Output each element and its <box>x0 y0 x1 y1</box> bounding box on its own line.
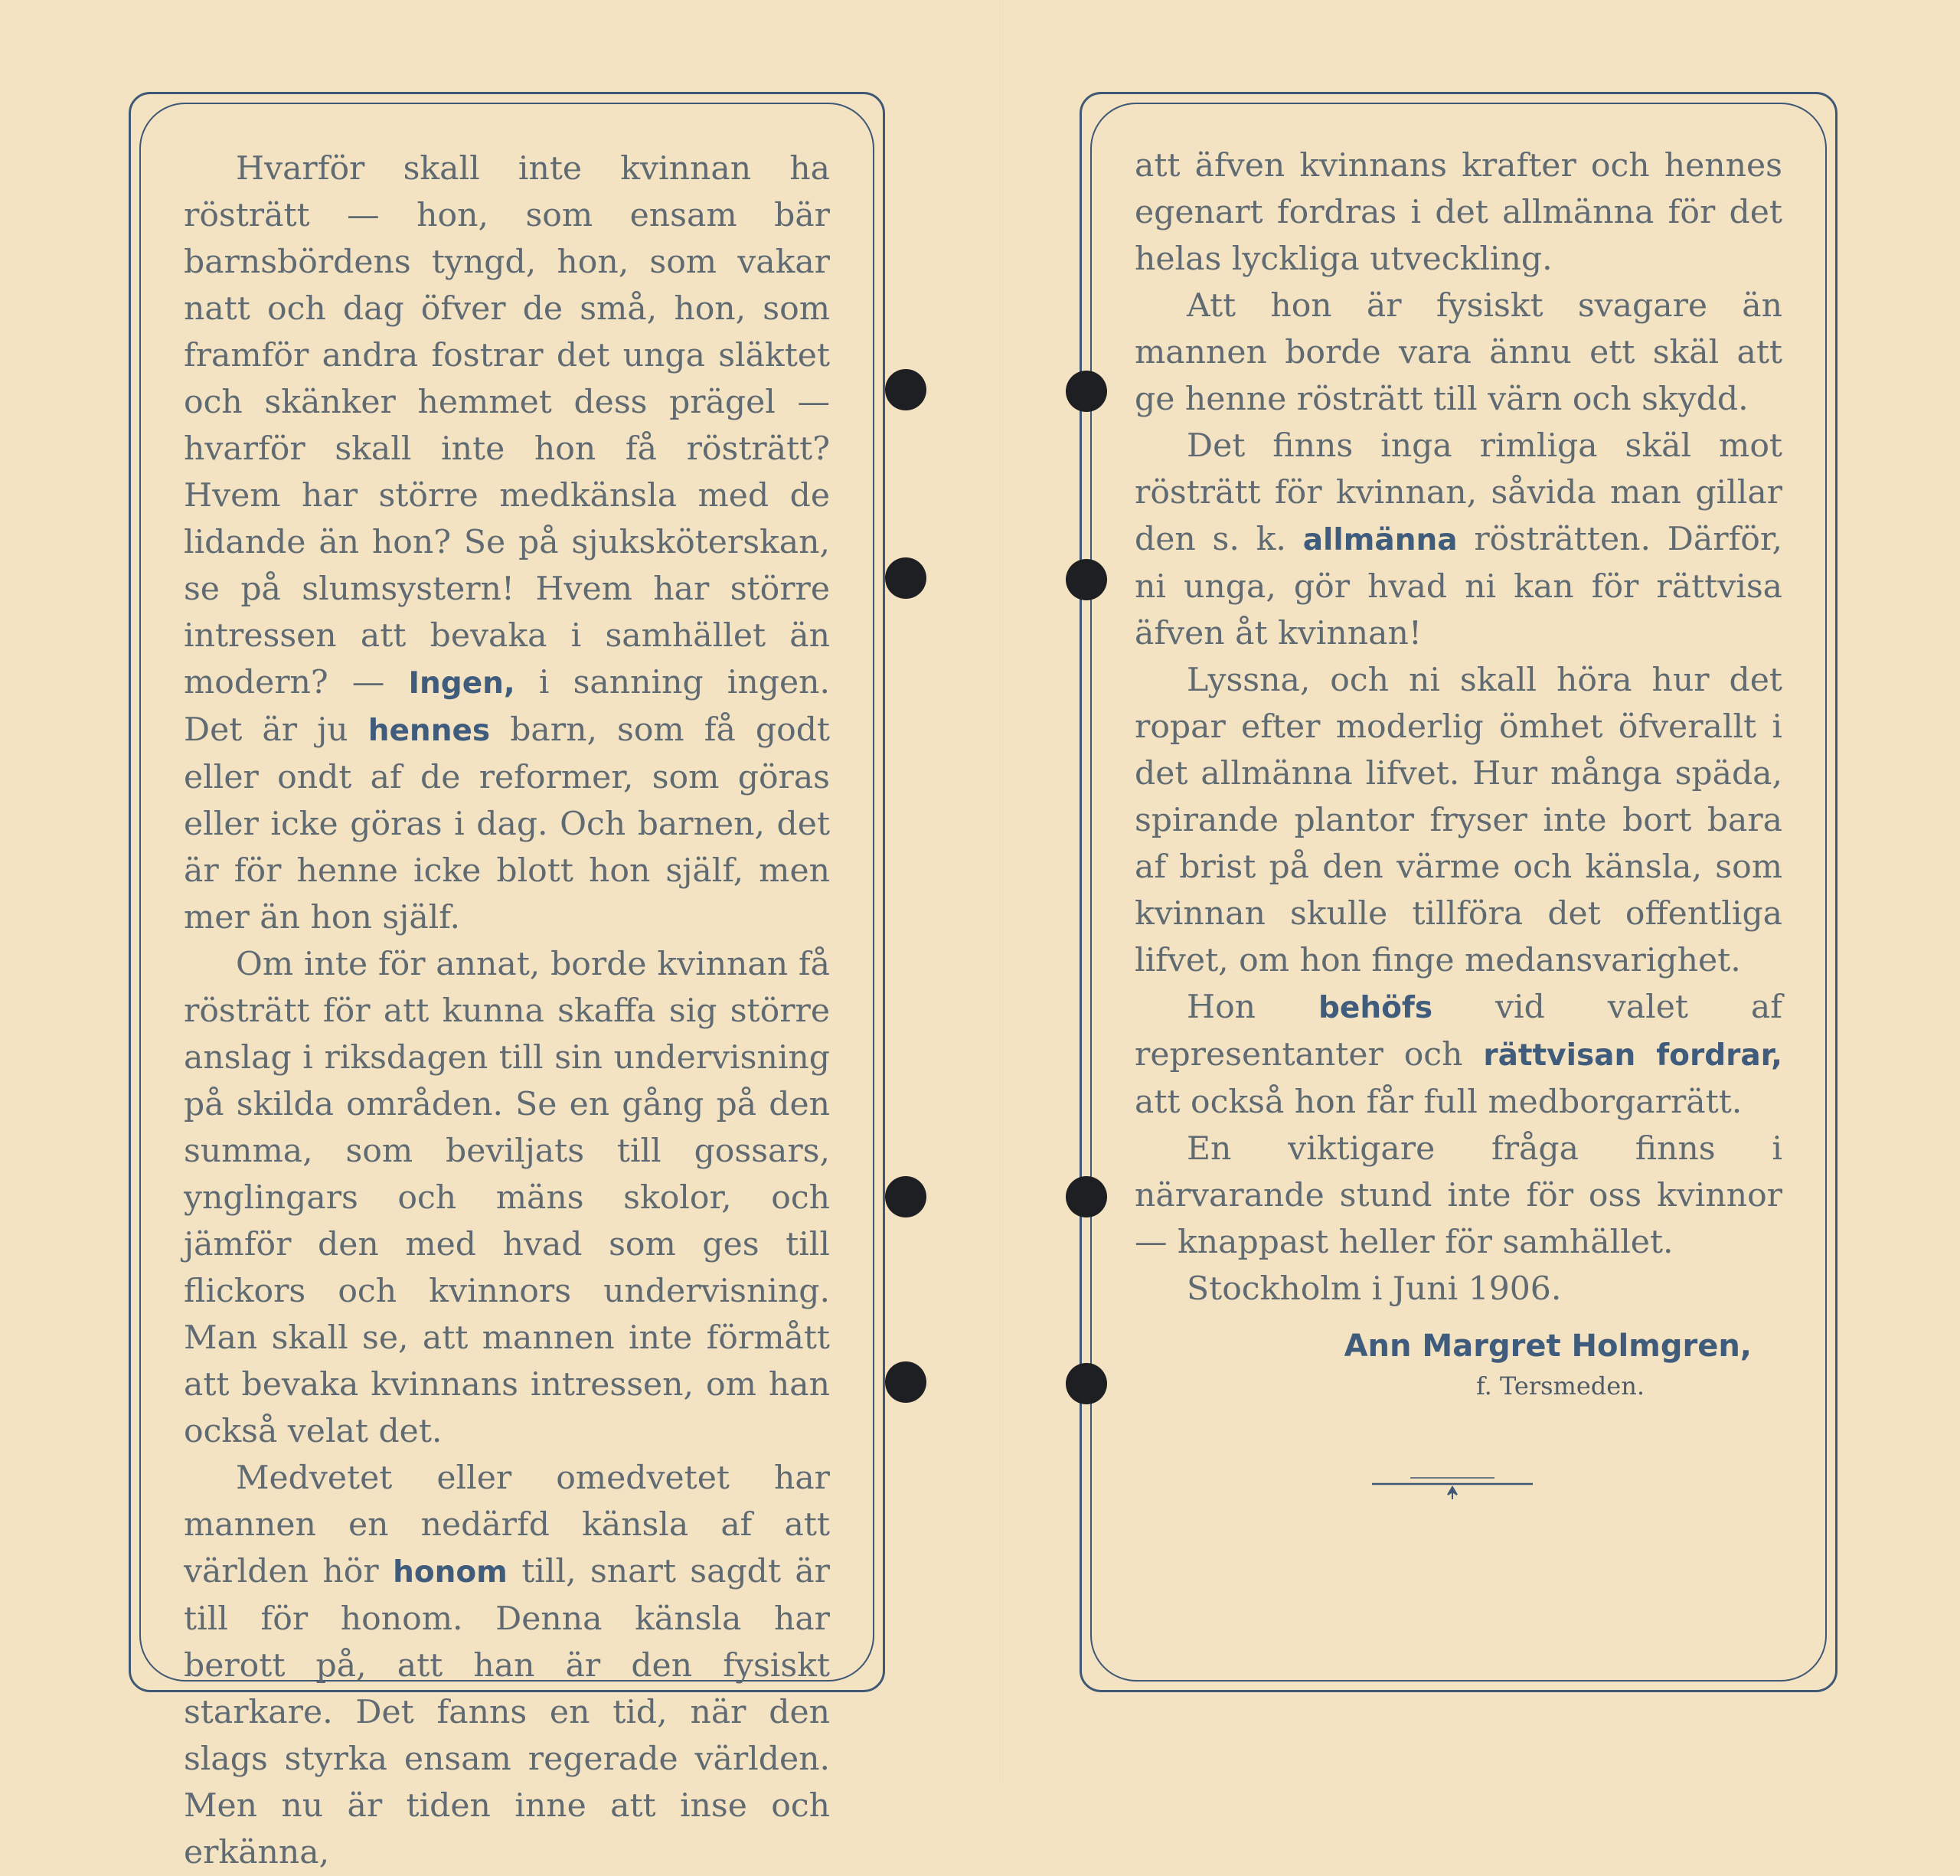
paragraph <box>184 1455 830 1876</box>
paragraph <box>1135 423 1782 657</box>
text-run: Om inte för annat, borde kvinnan få rösträtt för att kunna skaffa sig större anslag i riksdagen till sin undervisning på skilda områden. Se en gång på den summa, som beviljats till gossars, ynglingars och mäns skolor, och jämför den med hvad som ges till flickors och kvinnors undervisning. Man skall se, att mannen inte förmått att bevaka kvinnans intressen, om han också velat det. <box>184 946 830 1450</box>
emphasis-text: behöfs <box>1318 991 1433 1025</box>
left-page-text <box>184 145 830 1876</box>
text-run: Hvarför skall inte kvinnan ha rösträtt — hon, som ensam bär barnsbördens tyngd, hon, som vakar natt och dag öfver de små, hon, som framför andra fostrar det unga släktet och skänker hemmet dess prägel — hvarför skall inte hon få rösträtt? Hvem har större medkänsla med de lidande än hon? Se på sjuksköterskan, se på slumsystern! Hvem har större intressen att bevaka i samhället än modern? — <box>184 150 830 701</box>
text-run: Att hon är fysiskt svagare än mannen borde vara ännu ett skäl att ge henne rösträtt till värn och skydd. <box>1135 287 1782 418</box>
text-run: Medvetet eller omedvetet har mannen en nedärfd känsla af att världen hör <box>184 1459 830 1590</box>
page-fold <box>1000 0 1003 1783</box>
fleuron-divider-icon <box>1372 1472 1533 1502</box>
paragraph <box>1135 984 1782 1126</box>
right-page-text <box>1135 142 1782 1403</box>
text-run: Stockholm i Juni 1906. <box>1187 1270 1562 1308</box>
text-run: Lyssna, och ni skall höra hur det ropar efter moderlig ömhet öfverallt i det allmänna lifvet. Hur många späda, spirande plantor fryser inte bort bara af brist på den värme och känsla, som kvinnan skulle tillföra det offentliga lifvet, om hon finge medansvarighet. <box>1135 662 1782 979</box>
punch-hole-icon <box>1066 559 1107 600</box>
paragraph <box>1135 142 1782 283</box>
paragraph <box>184 941 830 1455</box>
text-run: En viktigare fråga finns i närvarande stund inte för oss kvinnor — knappast heller för samhället. <box>1135 1130 1782 1261</box>
text-run: Det finns inga rimliga skäl mot rösträtt för kvinnan, såvida man gillar den s. k. <box>1135 427 1782 558</box>
left-page <box>129 92 885 1871</box>
text-run: Hon <box>1187 989 1318 1026</box>
text-run: i sanning ingen. Det är ju <box>184 664 830 749</box>
right-page <box>1080 92 1838 1692</box>
paragraph <box>1135 1126 1782 1266</box>
punch-hole-icon <box>885 1176 926 1217</box>
punch-hole-icon <box>1066 1176 1107 1217</box>
punch-hole-icon <box>1066 1363 1107 1404</box>
text-run: att äfven kvinnans krafter och hennes egenart fordras i det allmänna för det helas lyckliga utveckling. <box>1135 147 1782 278</box>
paragraph <box>184 145 830 941</box>
text-run: barn, som få godt eller ondt af de reformer, som göras eller icke göras i dag. Och barnen, det är för henne icke blott hon själf, men mer än hon själf. <box>184 711 830 936</box>
text-run: rösträtten. Därför, ni unga, gör hvad ni kan för rättvisa äfven åt kvinnan! <box>1135 521 1782 652</box>
text-run: att också hon får full medborgarrätt. <box>1135 1083 1743 1121</box>
emphasis-text: Ingen, <box>408 666 515 701</box>
paragraph <box>1135 657 1782 984</box>
text-run: vid valet af representanter och <box>1135 989 1782 1074</box>
signature-maiden-name: f. Tersmeden. <box>1475 1371 1645 1400</box>
emphasis-text: hennes <box>368 714 491 748</box>
emphasis-text: rättvisan fordrar, <box>1483 1038 1782 1073</box>
punch-hole-icon <box>885 557 926 599</box>
punch-hole-icon <box>1066 371 1107 412</box>
emphasis-text: honom <box>393 1555 508 1590</box>
text-run: till, snart sagdt är till för honom. Denna känsla har berott på, att han är den fysiskt starkare. Det fanns en tid, när den slags styrka ensam regerade världen. Men nu är tiden inne att inse och erkänna, <box>184 1553 830 1871</box>
punch-hole-icon <box>885 1361 926 1403</box>
emphasis-text: allmänna <box>1302 523 1458 557</box>
punch-hole-icon <box>885 369 926 410</box>
dateline <box>1135 1266 1782 1312</box>
signature: Ann Margret Holmgren, <box>1344 1329 1752 1364</box>
paragraph <box>1135 283 1782 423</box>
